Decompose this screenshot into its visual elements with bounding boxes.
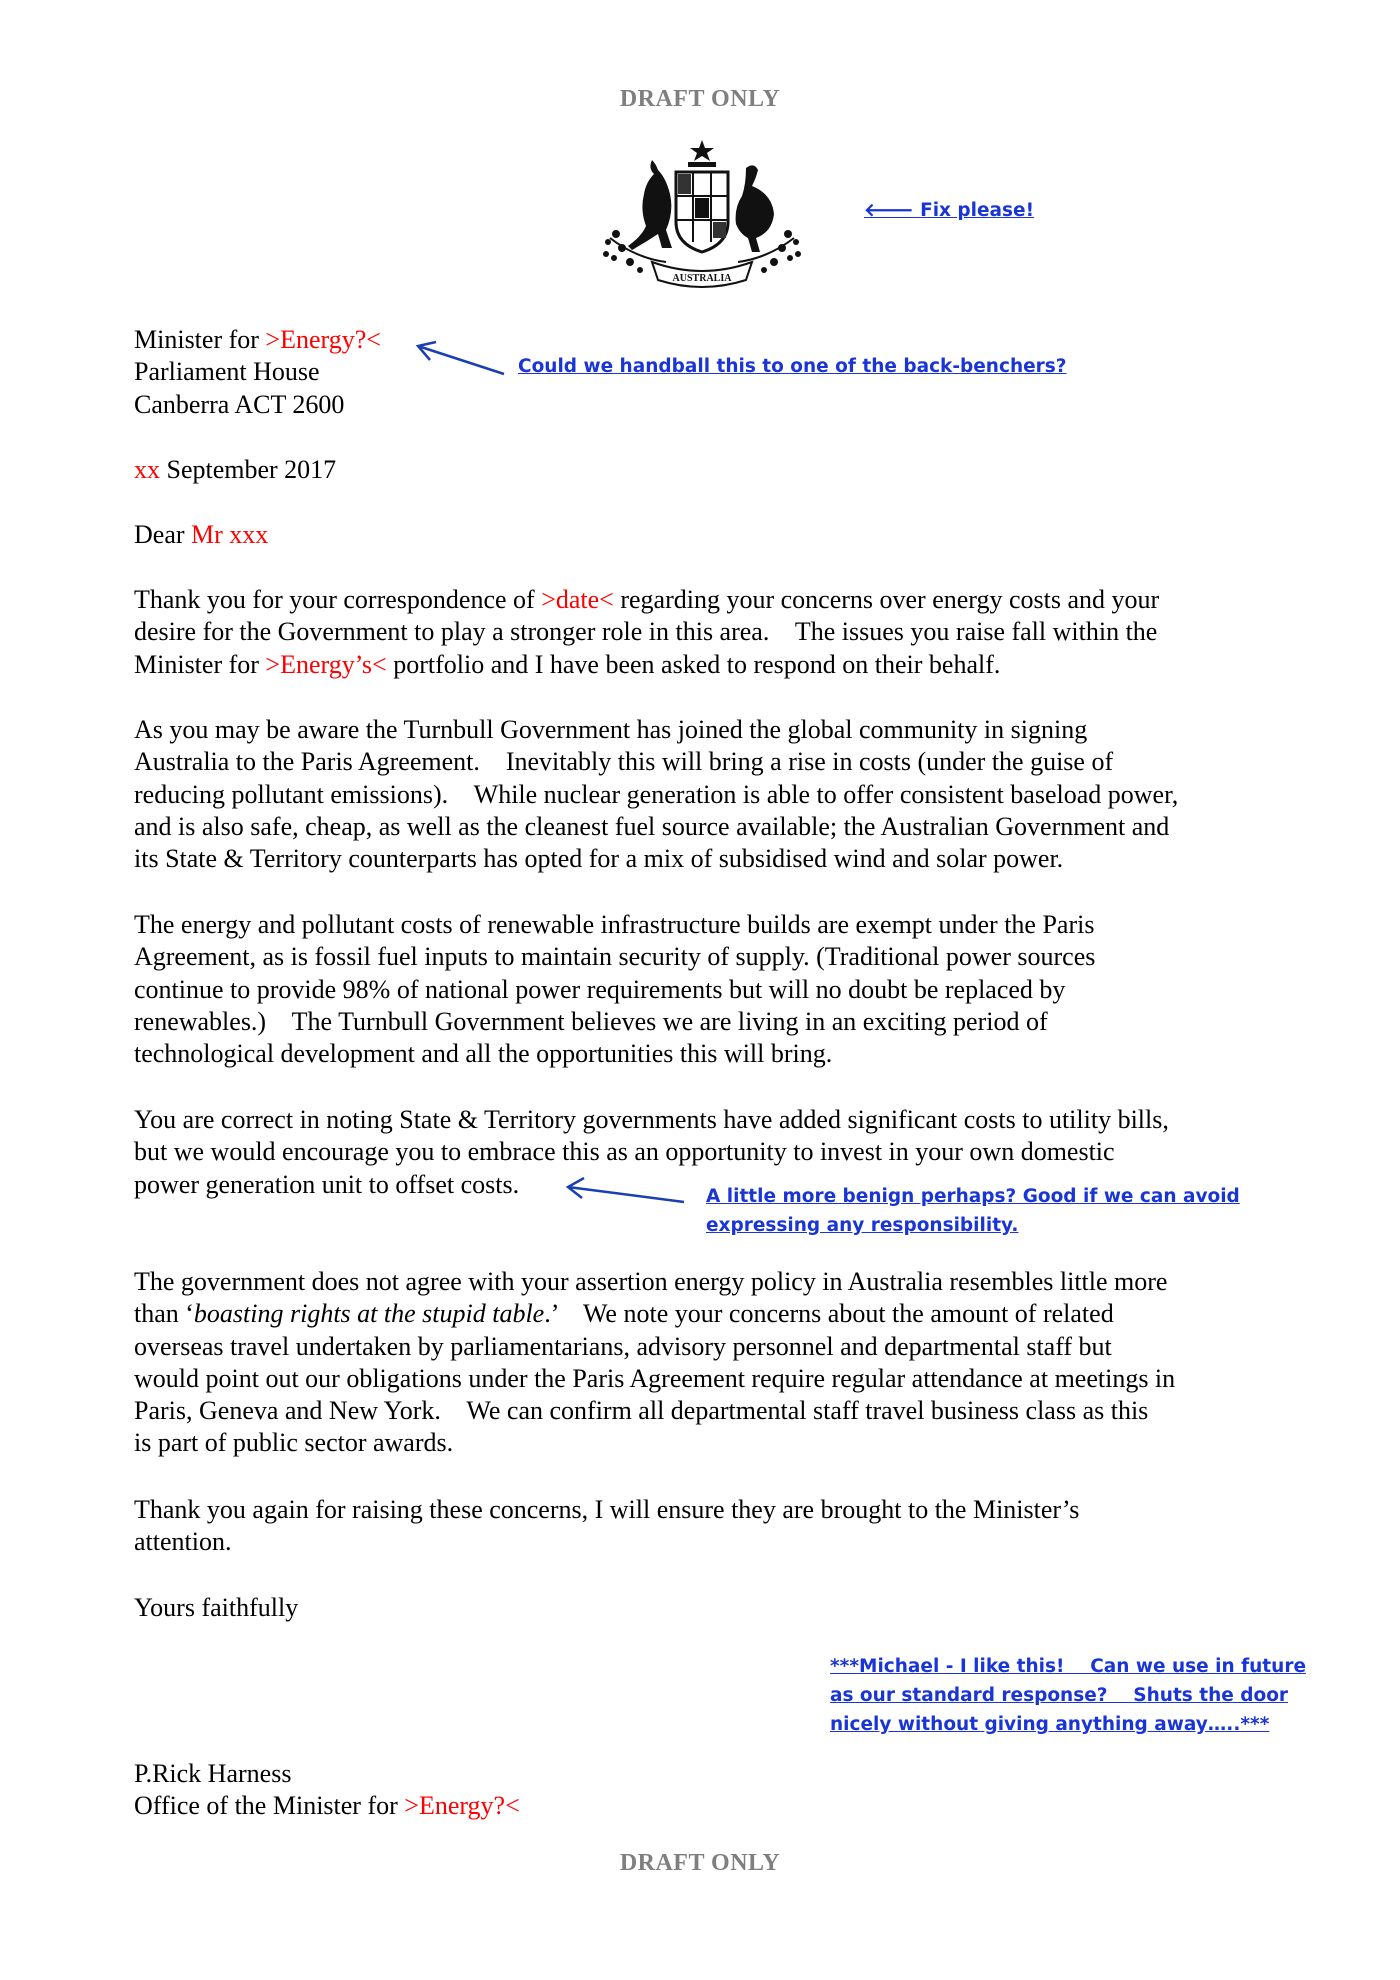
address-line-2: Parliament House <box>134 357 320 387</box>
handball-note: Could we handball this to one of the back-benchers? <box>518 356 1067 377</box>
paragraph-1 <box>134 584 1284 681</box>
p2-line: Australia to the Paris Agreement. Inevitably this will bring a rise in costs (under the guise of <box>134 747 1114 777</box>
paragraph-2 <box>134 714 1284 875</box>
p5-line: Paris, Geneva and New York. We can confirm all departmental staff travel business class as this <box>134 1396 1149 1426</box>
p1-text: Minister for <box>134 649 266 679</box>
coat-of-arms-icon <box>596 138 808 298</box>
p1-text: Thank you for your correspondence of <box>134 585 542 614</box>
p2-line: its State & Territory counterparts has opted for a mix of subsidised wind and solar power. <box>134 844 1064 874</box>
p1-line: desire for the Government to play a stronger role in this area. The issues you raise fall within the <box>134 617 1158 647</box>
recipient-placeholder: Mr xxx <box>191 520 269 549</box>
fix-please-text: Fix please! <box>920 200 1035 221</box>
date-day-placeholder: xx <box>134 455 160 484</box>
p3-line: Agreement, as is fossil fuel inputs to maintain security of supply. (Traditional power sources <box>134 942 1096 972</box>
p5-text: than ‘ <box>134 1299 194 1329</box>
crest-scroll-text: AUSTRALIA <box>672 273 732 284</box>
michael-note-prefix: *** <box>830 1656 860 1677</box>
portfolio-placeholder: >Energy?< <box>404 1791 520 1821</box>
p3-line: renewables.) The Turnbull Government believes we are living in an exciting period of <box>134 1006 1048 1036</box>
p2-line: As you may be aware the Turnbull Government has joined the global community in signing <box>134 715 1088 744</box>
michael-note <box>830 1652 1306 1739</box>
p2-line: and is also safe, cheap, as well as the cleanest fuel source available; the Australian Government and <box>134 811 1170 841</box>
p5-line: The government does not agree with your assertion energy policy in Australia resembles little more <box>134 1267 1168 1296</box>
letter-date <box>134 454 1284 486</box>
benign-note-line: A little more benign perhaps? Good if we can avoid <box>706 1186 1240 1207</box>
annotation-arrow-icon <box>560 1176 690 1208</box>
salutation-prefix: Dear <box>134 520 192 549</box>
p6-line: Thank you again for raising these concerns, I will ensure they are brought to the Minister’s <box>134 1495 1080 1524</box>
p6-line: attention. <box>134 1527 232 1557</box>
date-rest: September 2017 <box>160 455 337 484</box>
signature-block <box>134 1758 1284 1823</box>
benign-note-line: expressing any responsibility. <box>706 1215 1019 1236</box>
benign-note <box>706 1182 1240 1240</box>
signatory-office: Office of the Minister for <box>134 1791 405 1821</box>
p4-line: but we would encourage you to embrace this as an opportunity to invest in your own domestic <box>134 1137 1115 1167</box>
p5-text: .’ We note your concerns about the amount of related <box>544 1299 1114 1329</box>
annotation-arrow-icon <box>410 338 510 378</box>
paragraph-6 <box>134 1494 1284 1559</box>
draft-only-header: DRAFT ONLY <box>619 86 781 112</box>
paragraph-5 <box>134 1266 1284 1460</box>
p1-text: portfolio and I have been asked to respond on their behalf. <box>386 649 1001 679</box>
fix-please-note <box>864 196 1034 225</box>
p3-line: technological development and all the opportunities this will bring. <box>134 1039 833 1069</box>
closing: Yours faithfully <box>134 1593 299 1622</box>
p5-line: would point out our obligations under the Paris Agreement require regular attendance at meetings in <box>134 1363 1176 1393</box>
date-placeholder: >date< <box>541 585 614 614</box>
portfolio-placeholder: >Energy’s< <box>265 649 387 679</box>
michael-note-line: nicely without giving anything away….. <box>830 1714 1241 1735</box>
p3-line: continue to provide 98% of national power requirements but will no doubt be replaced by <box>134 974 1066 1004</box>
p4-line: You are correct in noting State & Territory governments have added significant costs to utility bills, <box>134 1105 1169 1134</box>
portfolio-placeholder: >Energy?< <box>265 325 381 354</box>
p3-line: The energy and pollutant costs of renewable infrastructure builds are exempt under the Paris <box>134 910 1095 939</box>
michael-note-line: as our standard response? Shuts the door <box>830 1685 1289 1706</box>
p2-line: reducing pollutant emissions). While nuclear generation is able to offer consistent baseload power, <box>134 779 1179 809</box>
quoted-phrase: boasting rights at the stupid table <box>193 1299 545 1329</box>
paragraph-3 <box>134 909 1284 1070</box>
left-arrow-icon: 🡐 <box>864 200 914 221</box>
michael-note-line: Michael - I like this! Can we use in future <box>859 1656 1306 1677</box>
p4-line: power generation unit to offset costs. <box>134 1169 520 1199</box>
minister-prefix: Minister for <box>134 325 266 354</box>
signatory-name: P.Rick Harness <box>134 1759 292 1788</box>
p1-text: regarding your concerns over energy costs and your <box>613 585 1160 614</box>
p5-line: overseas travel undertaken by parliamentarians, advisory personnel and departmental staff but <box>134 1331 1112 1361</box>
michael-note-suffix: *** <box>1240 1714 1270 1735</box>
address-line-3: Canberra ACT 2600 <box>134 389 345 419</box>
salutation <box>134 519 1284 551</box>
p5-line: is part of public sector awards. <box>134 1428 454 1458</box>
draft-only-footer: DRAFT ONLY <box>619 1850 781 1876</box>
